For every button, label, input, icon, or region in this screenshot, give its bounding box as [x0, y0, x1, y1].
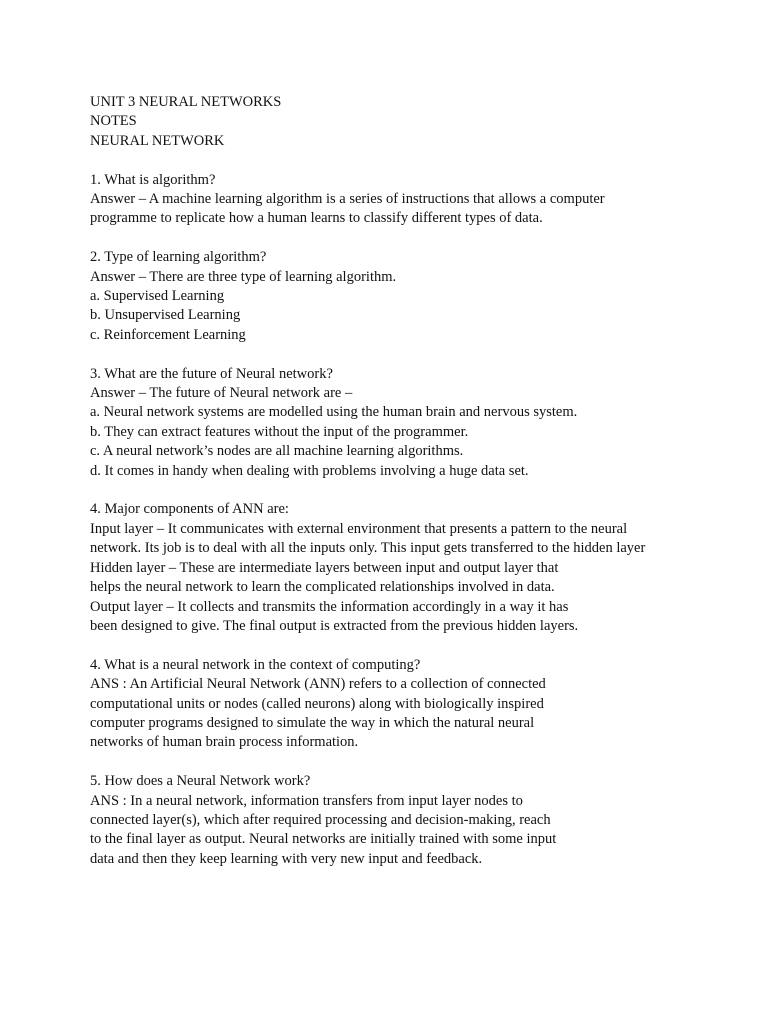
question: 1. What is algorithm?	[90, 171, 216, 188]
spacer	[90, 345, 730, 364]
question: 2. Type of learning algorithm?	[90, 249, 267, 266]
notes-label: NOTES	[90, 113, 137, 130]
spacer	[90, 151, 730, 170]
document-header	[90, 93, 730, 151]
answer-line: to the final layer as output. Neural networks are initially trained with some input	[90, 831, 557, 848]
answer-line: networks of human brain process information.	[90, 734, 359, 751]
answer-line: Hidden layer – These are intermediate layers between input and output layer that	[90, 559, 559, 576]
qa-section-6	[90, 772, 730, 869]
spacer	[90, 636, 730, 655]
answer-line: helps the neural network to learn the complicated relationships involved in data.	[90, 579, 555, 596]
qa-section-3	[90, 365, 730, 481]
list-item: a. Supervised Learning	[90, 288, 225, 305]
answer-line: ANS : An Artificial Neural Network (ANN) refers to a collection of connected	[90, 676, 546, 693]
unit-title: UNIT 3 NEURAL NETWORKS	[90, 94, 282, 110]
list-item: b. They can extract features without the input of the programmer.	[90, 423, 469, 440]
answer-line: Answer – The future of Neural network are –	[90, 385, 353, 402]
list-item: b. Unsupervised Learning	[90, 307, 241, 324]
qa-section-2	[90, 248, 730, 345]
list-item: c. A neural network’s nodes are all machine learning algorithms.	[90, 443, 464, 460]
spacer	[90, 229, 730, 248]
section-heading: NEURAL NETWORK	[90, 132, 225, 149]
list-item: c. Reinforcement Learning	[90, 326, 246, 343]
qa-section-4	[90, 500, 730, 636]
answer-line: been designed to give. The final output is extracted from the previous hidden layers.	[90, 617, 579, 634]
question: 3. What are the future of Neural network?	[90, 365, 333, 382]
answer-line: computational units or nodes (called neurons) along with biologically inspired	[90, 695, 544, 712]
answer-line: Answer – There are three type of learning algorithm.	[90, 268, 397, 285]
answer-line: programme to replicate how a human learns to classify different types of data.	[90, 210, 543, 227]
question: 5. How does a Neural Network work?	[90, 773, 311, 790]
answer-line: Answer – A machine learning algorithm is a series of instructions that allows a computer	[90, 191, 605, 208]
spacer	[90, 481, 730, 500]
answer-line: computer programs designed to simulate the way in which the natural neural	[90, 714, 535, 731]
spacer	[90, 753, 730, 772]
question: 4. Major components of ANN are:	[90, 501, 289, 518]
answer-line: Input layer – It communicates with external environment that presents a pattern to the neural	[90, 520, 628, 537]
list-item: d. It comes in handy when dealing with problems involving a huge data set.	[90, 462, 529, 479]
list-item: a. Neural network systems are modelled using the human brain and nervous system.	[90, 404, 578, 421]
answer-line: connected layer(s), which after required processing and decision-making, reach	[90, 811, 551, 828]
qa-section-5	[90, 656, 730, 753]
answer-line: Output layer – It collects and transmits the information accordingly in a way it has	[90, 598, 569, 615]
answer-line: network. Its job is to deal with all the inputs only. This input gets transferred to the hidden layer	[90, 540, 646, 557]
answer-line: ANS : In a neural network, information transfers from input layer nodes to	[90, 792, 523, 809]
document-body	[90, 93, 730, 869]
answer-line: data and then they keep learning with very new input and feedback.	[90, 850, 483, 867]
qa-section-1	[90, 171, 730, 229]
question: 4. What is a neural network in the context of computing?	[90, 656, 421, 673]
